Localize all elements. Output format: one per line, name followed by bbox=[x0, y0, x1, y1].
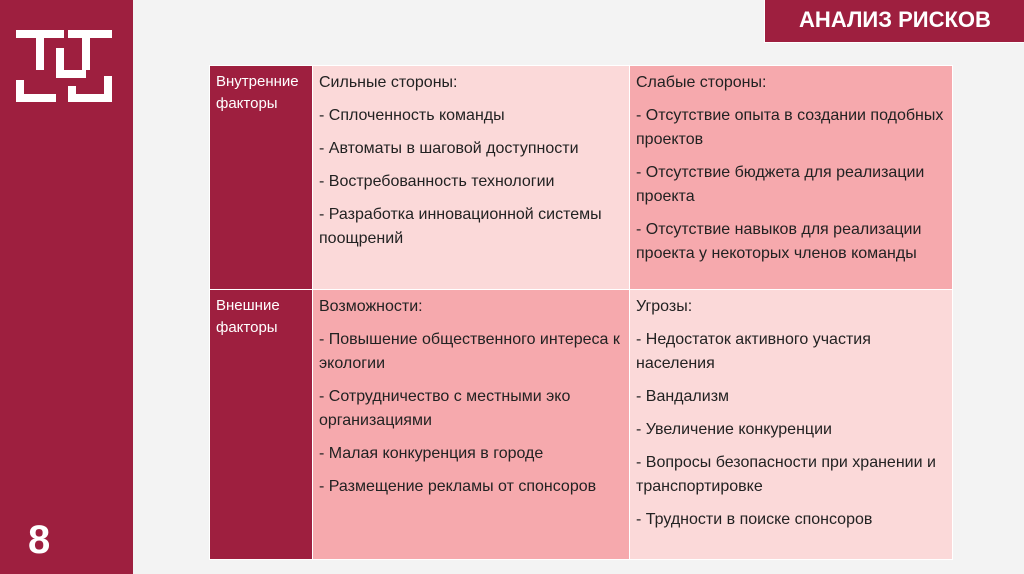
internal-row bbox=[210, 66, 953, 290]
threat-item: - Вандализм bbox=[636, 388, 730, 405]
weakness-item: - Отсутствие бюджета для реализации проекта bbox=[636, 164, 925, 205]
weakness-item: - Отсутствие опыта в создании подобных проектов bbox=[636, 107, 944, 148]
ttf-logo-icon bbox=[16, 30, 112, 102]
swot-table bbox=[209, 65, 953, 560]
strength-item: - Автоматы в шаговой доступности bbox=[319, 140, 579, 157]
opportunity-item: - Сотрудничество с местными эко организациями bbox=[319, 388, 571, 429]
opportunities-cell bbox=[313, 290, 630, 560]
internal-factors-label: Внутренние факторы bbox=[210, 66, 313, 290]
threats-cell bbox=[630, 290, 953, 560]
threat-item: - Трудности в поиске спонсоров bbox=[636, 511, 873, 528]
weaknesses-heading: Слабые стороны: bbox=[636, 74, 767, 91]
weakness-item: - Отсутствие навыков для реализации проекта у некоторых членов команды bbox=[636, 221, 922, 262]
title-banner bbox=[764, 0, 1024, 43]
strengths-heading: Сильные стороны: bbox=[319, 74, 458, 91]
threat-item: - Увеличение конкуренции bbox=[636, 421, 832, 438]
threat-item: - Недостаток активного участия населения bbox=[636, 331, 871, 372]
threat-item: - Вопросы безопасности при хранении и транспортировке bbox=[636, 454, 936, 495]
sidebar bbox=[0, 0, 133, 574]
weaknesses-cell bbox=[630, 66, 953, 290]
external-row bbox=[210, 290, 953, 560]
strength-item: - Сплоченность команды bbox=[319, 107, 505, 124]
opportunity-item: - Повышение общественного интереса к экологии bbox=[319, 331, 620, 372]
strength-item: - Разработка инновационной системы поощрений bbox=[319, 206, 602, 247]
threats-heading: Угрозы: bbox=[636, 298, 693, 315]
external-factors-label: Внешние факторы bbox=[210, 290, 313, 560]
page-title: АНАЛИЗ РИСКОВ bbox=[799, 7, 991, 32]
slide-number: 8 bbox=[28, 518, 51, 562]
opportunity-item: - Размещение рекламы от спонсоров bbox=[319, 478, 597, 495]
opportunity-item: - Малая конкуренция в городе bbox=[319, 445, 544, 462]
strength-item: - Востребованность технологии bbox=[319, 173, 555, 190]
opportunities-heading: Возможности: bbox=[319, 298, 423, 315]
strengths-cell bbox=[313, 66, 630, 290]
